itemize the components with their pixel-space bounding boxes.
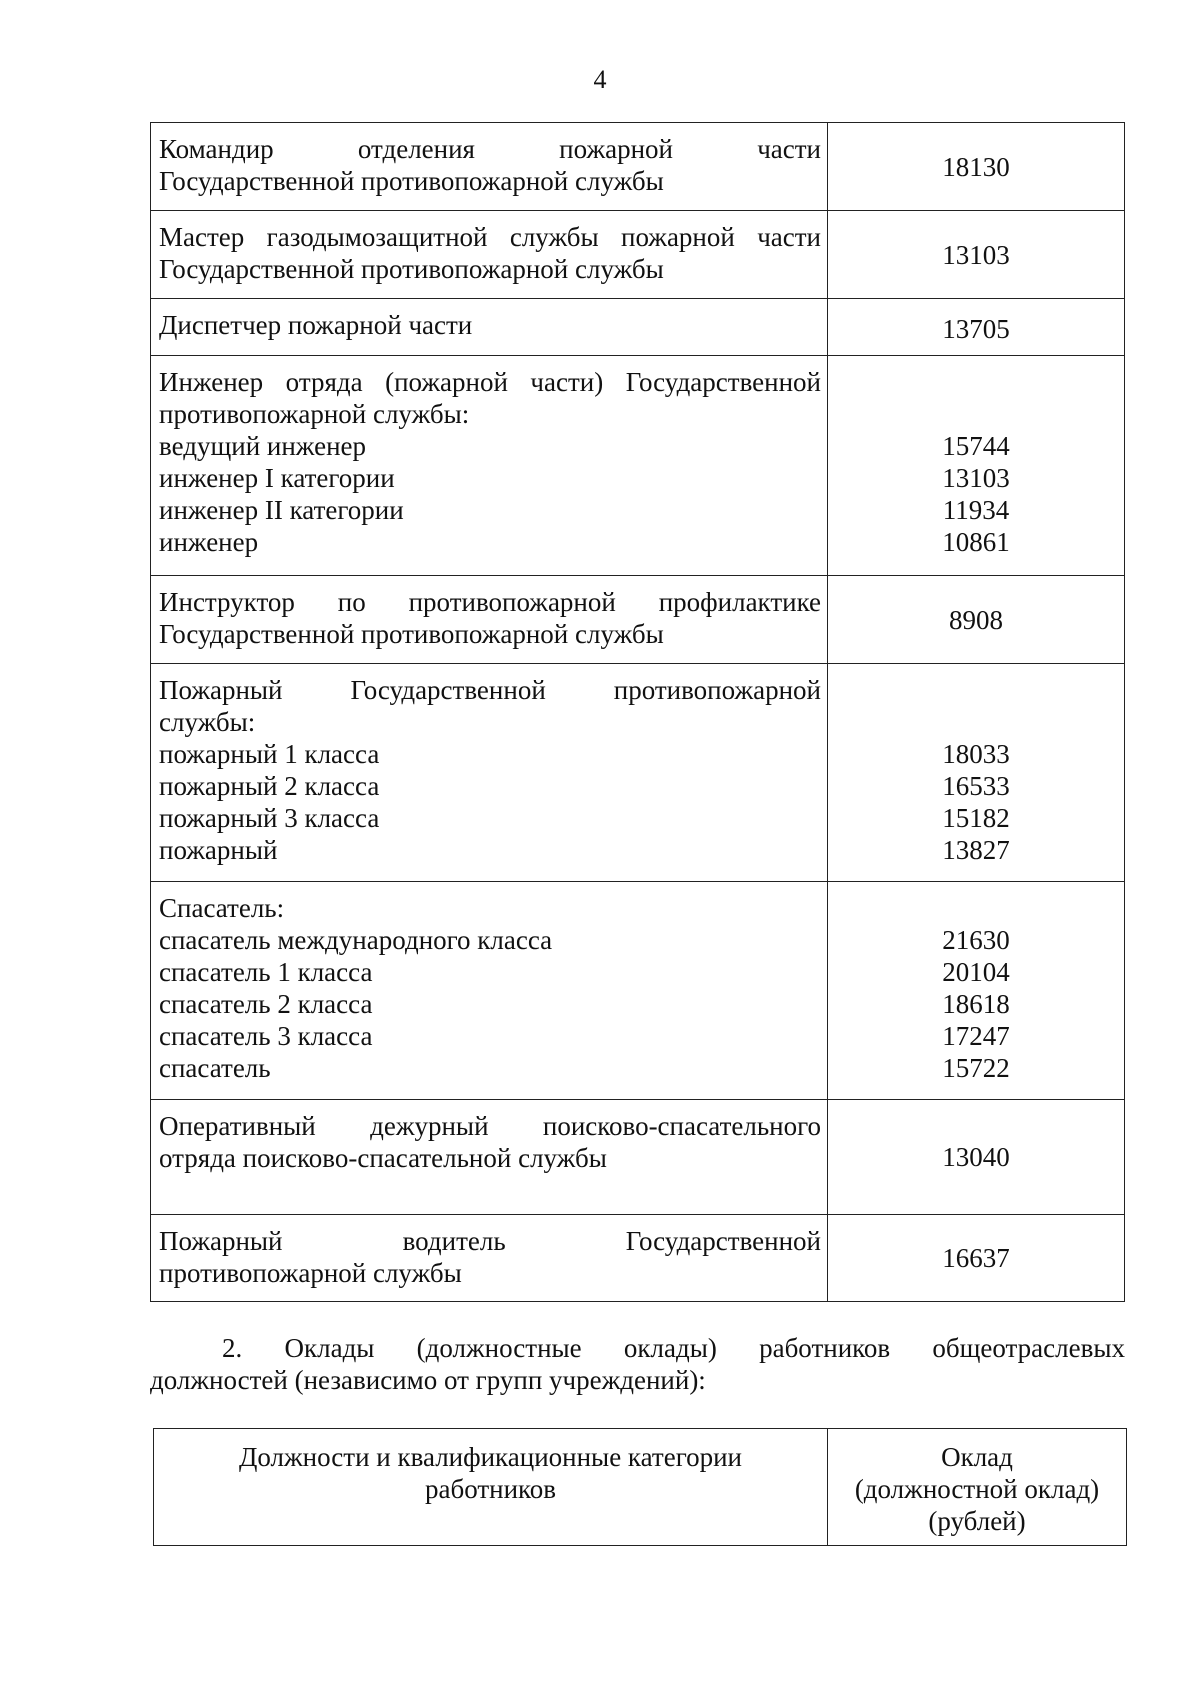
table-row xyxy=(151,664,1125,882)
table-row xyxy=(151,211,1125,299)
table-row xyxy=(151,882,1125,1100)
position-title-line: противопожарной службы: xyxy=(159,399,470,429)
position-cell xyxy=(151,882,828,1100)
position-title-line: Государственной противопожарной службы xyxy=(159,254,664,284)
category-label: спасатель 3 класса xyxy=(159,1021,373,1051)
header-line: Должности и квалификационные категории xyxy=(238,1442,743,1472)
category-value: 15722 xyxy=(942,1053,1010,1083)
position-title-line: Командир отделения пожарной части xyxy=(159,134,821,164)
paragraph-line: 2. Оклады (должностные оклады) работников общеотраслевых xyxy=(222,1333,1125,1363)
category-label: инженер II категории xyxy=(159,495,404,525)
salary-cell: 13103 xyxy=(828,211,1125,299)
category-value: 13103 xyxy=(942,463,1010,493)
position-title-line: Диспетчер пожарной части xyxy=(159,310,473,340)
table-row xyxy=(151,299,1125,356)
category-value: 11934 xyxy=(942,495,1010,525)
position-title-line: Пожарный водитель Государственной xyxy=(159,1226,821,1256)
position-title-line: отряда поисково-спасательной службы xyxy=(159,1143,607,1173)
table-row xyxy=(151,1100,1125,1215)
category-value: 18033 xyxy=(942,739,1010,769)
position-title-line: Инструктор по противопожарной профилактике xyxy=(159,587,821,617)
salary-table-2-header xyxy=(153,1428,1127,1546)
category-label: инженер xyxy=(159,527,259,557)
salary-table-1 xyxy=(150,122,1125,1302)
position-title-line: противопожарной службы xyxy=(159,1258,462,1288)
table-row xyxy=(151,1215,1125,1302)
category-label: пожарный 3 класса xyxy=(159,803,380,833)
salary-cell: 13040 xyxy=(828,1100,1125,1215)
header-line: (должностной оклад) xyxy=(854,1474,1100,1504)
salary-cell xyxy=(828,356,1125,576)
category-value: 10861 xyxy=(942,527,1010,557)
position-cell xyxy=(151,211,828,299)
category-label: спасатель 1 класса xyxy=(159,957,373,987)
category-value: 18618 xyxy=(942,989,1010,1019)
salary-cell xyxy=(828,882,1125,1100)
category-value: 20104 xyxy=(942,957,1010,987)
category-label: ведущий инженер xyxy=(159,431,367,461)
salary-cell: 18130 xyxy=(828,123,1125,211)
position-cell xyxy=(151,1215,828,1302)
paragraph-line: должностей (независимо от групп учреждений): xyxy=(150,1365,706,1395)
position-title-line: службы: xyxy=(159,707,256,737)
position-cell xyxy=(151,664,828,882)
salary-cell xyxy=(828,664,1125,882)
salary-cell: 13705 xyxy=(828,299,1125,356)
category-value: 13827 xyxy=(942,835,1010,865)
header-line: Оклад xyxy=(941,1442,1013,1472)
page-number: 4 xyxy=(593,65,607,94)
category-label: спасатель 2 класса xyxy=(159,989,373,1019)
header-cell-salary xyxy=(828,1429,1127,1546)
table-row xyxy=(151,123,1125,211)
position-title-line: Инженер отряда (пожарной части) Государственной xyxy=(159,367,821,397)
position-title-line: Спасатель: xyxy=(159,893,285,923)
position-title-line: Оперативный дежурный поисково-спасательного xyxy=(159,1111,821,1141)
category-label: пожарный 2 класса xyxy=(159,771,380,801)
category-label: спасатель международного класса xyxy=(159,925,553,955)
category-value: 16533 xyxy=(942,771,1010,801)
position-title-line: Государственной противопожарной службы xyxy=(159,166,664,196)
category-label: спасатель xyxy=(159,1053,271,1083)
position-title-line: Мастер газодымозащитной службы пожарной части xyxy=(159,222,821,252)
position-cell xyxy=(151,123,828,211)
header-line: работников xyxy=(424,1474,557,1504)
salary-cell: 8908 xyxy=(828,576,1125,664)
category-value: 15182 xyxy=(942,803,1010,833)
category-label: пожарный 1 класса xyxy=(159,739,380,769)
position-title-line: Государственной противопожарной службы xyxy=(159,619,664,649)
position-cell xyxy=(151,576,828,664)
section-paragraph xyxy=(150,1332,1125,1396)
position-cell xyxy=(151,1100,828,1215)
category-label: пожарный xyxy=(159,835,278,865)
header-line: (рублей) xyxy=(928,1506,1026,1536)
category-value: 17247 xyxy=(942,1021,1010,1051)
position-cell xyxy=(151,356,828,576)
position-cell xyxy=(151,299,828,356)
table-row xyxy=(151,576,1125,664)
table-row xyxy=(151,356,1125,576)
category-label: инженер I категории xyxy=(159,463,395,493)
salary-cell: 16637 xyxy=(828,1215,1125,1302)
table-header-row xyxy=(154,1429,1127,1546)
header-cell-positions xyxy=(154,1429,828,1546)
category-value: 15744 xyxy=(942,431,1010,461)
category-value: 21630 xyxy=(942,925,1010,955)
position-title-line: Пожарный Государственной противопожарной xyxy=(159,675,821,705)
